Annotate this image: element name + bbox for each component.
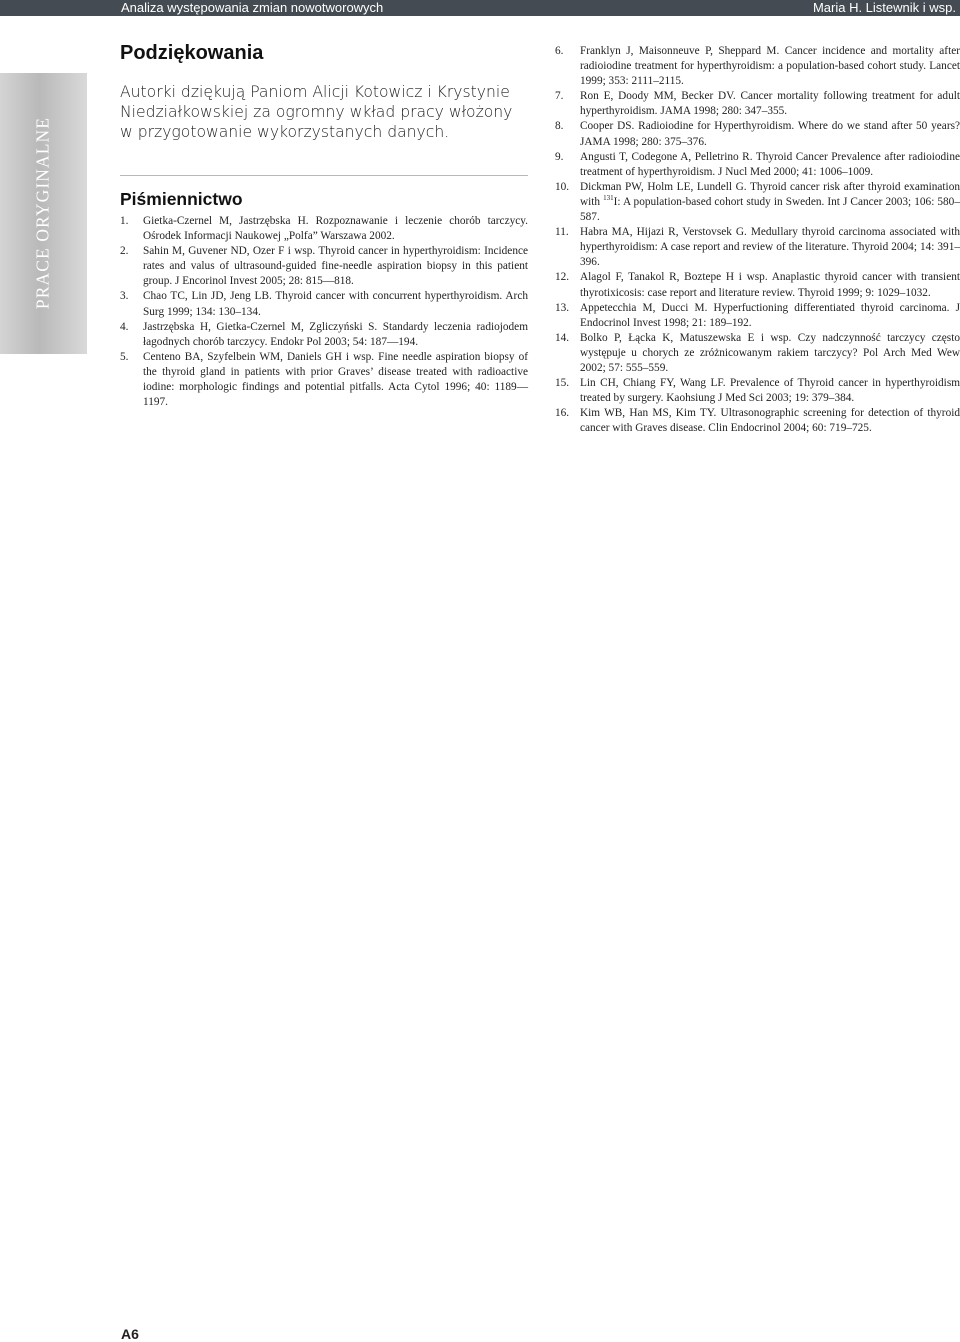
reference-text: Centeno BA, Szyfelbein WM, Daniels GH i wsp. Fine needle aspiration biopsy of the thyroid gland in patients with prior Graves’ disease treated with radioactive iodine: morphologic findings and potential pitfalls. Acta Cytol 1996; 40: 1189—1197. — [143, 350, 528, 409]
reference-text: Alagol F, Tanakol R, Boztepe H i wsp. Anaplastic thyroid cancer with transient thyrotixicosis: case report and literature review. Thyroid 1999; 9: 1029–1032. — [580, 271, 960, 299]
references-list-right — [555, 44, 960, 436]
page-number: A6 — [121, 1326, 139, 1342]
reference-number: 1. — [120, 215, 129, 227]
header-authors: Maria H. Listewnik i wsp. — [812, 0, 956, 15]
reference-number: 5. — [120, 350, 129, 363]
reference-text: Sahin M, Guvener ND, Ozer F i wsp. Thyroid cancer in hyperthyroidism: Incidence rates and valus of ultrasound-guided fine-needle aspiration biopsy in this patient group. J Encorinol Invest 2005; 28: 815—818. — [143, 245, 528, 288]
reference-text: Bolko P, Łącka K, Matuszewska E i wsp. Czy nadczynność tarczycy często występuje u chorych ze zróżnicowanym rakiem tarczycy? Pol Arch Med Wew 2002; 57: 555–559. — [580, 331, 960, 374]
reference-number: 7. — [555, 90, 564, 103]
reference-number: 12. — [555, 271, 570, 284]
reference-number: 10. — [555, 180, 570, 193]
reference-number: 16. — [555, 407, 570, 420]
sidebar-label: PRACE ORYGINALNE — [32, 116, 53, 310]
reference-number: 6. — [555, 45, 564, 57]
isotope-superscript: 131 — [603, 194, 614, 203]
reference-number: 11. — [555, 226, 569, 239]
reference-text: Gietka-Czernel M, Jastrzębska H. Rozpoznawanie i leczenie chorób tarczycy. Ośrodek Informacji Naukowej „Polfa” Warszawa 2002. — [143, 215, 528, 243]
reference-item — [120, 350, 528, 410]
reference-item — [120, 320, 528, 350]
left-column — [120, 40, 528, 410]
reference-item — [555, 270, 960, 300]
right-column — [555, 44, 960, 436]
reference-text: Cooper DS. Radioiodine for Hyperthyroidism. Where do we stand after 50 years? JAMA 1998; 280: 375–376. — [580, 120, 960, 148]
reference-item — [555, 44, 960, 89]
reference-item — [555, 376, 960, 406]
running-header — [0, 0, 960, 16]
reference-item — [555, 225, 960, 270]
reference-item — [555, 89, 960, 119]
reference-text-part: Dickman PW, Holm LE, Lundell G. Thyroid cancer risk after thyroid examination with — [580, 180, 960, 208]
reference-text: Jastrzębska H, Gietka-Czernel M, Zgliczyński S. Standardy leczenia radiojodem łagodnych chorób tarczycy. Endokr Pol 2003; 54: 187—194. — [143, 320, 528, 348]
acknowledgements-text: Autorki dziękują Paniom Alicji Kotowicz i Krystynie Niedziałkowskiej za ogromny wkład pracy włożony w przygotowanie wykorzystanych danych. — [120, 83, 513, 141]
reference-number: 3. — [120, 290, 129, 303]
section-sidebar — [0, 73, 87, 354]
reference-item — [555, 331, 960, 376]
reference-item — [555, 301, 960, 331]
reference-item — [555, 119, 960, 149]
reference-number: 9. — [555, 150, 564, 163]
reference-item — [120, 214, 528, 244]
reference-text: Franklyn J, Maisonneuve P, Sheppard M. Cancer incidence and mortality after radioiodine treatment for hyperthyroidism: a population-based cohort study. Lancet 1999; 353: 2111–2115. — [580, 45, 960, 88]
reference-number: 4. — [120, 320, 129, 333]
references-list-left — [120, 214, 528, 410]
reference-text-part: I: A population-based cohort study in Sweden. Int J Cancer 2003; 106: 580–587. — [580, 195, 960, 224]
section-divider — [120, 175, 528, 176]
reference-text: Ron E, Doody MM, Becker DV. Cancer mortality following treatment for adult hyperthyroidism. JAMA 1998; 280: 347–355. — [580, 90, 960, 118]
reference-item — [555, 150, 960, 180]
reference-item — [555, 180, 960, 225]
references-title: Piśmiennictwo — [120, 189, 243, 209]
reference-text: Kim WB, Han MS, Kim TY. Ultrasonographic screening for detection of thyroid cancer with Graves disease. Clin Endocrinol 2004; 60: 719–725. — [580, 407, 960, 435]
reference-number: 15. — [555, 377, 570, 390]
reference-item — [120, 244, 528, 289]
header-title: Analiza występowania zmian nowotworowych — [121, 0, 384, 15]
reference-item — [555, 406, 960, 436]
reference-text: Habra MA, Hijazi R, Verstovsek G. Medullary thyroid carcinoma associated with hyperthyroidism: A case report and review of the literature. Thyroid 2004; 14: 391–396. — [580, 226, 960, 269]
reference-text: Appetecchia M, Ducci M. Hyperfuctioning differentiated thyroid carcinoma. J Endocrinol Invest 1998; 21: 189–192. — [580, 301, 960, 329]
reference-number: 2. — [120, 245, 129, 258]
reference-number: 14. — [555, 331, 570, 344]
acknowledgements-title: Podziękowania — [120, 42, 264, 64]
reference-text: Lin CH, Chiang FY, Wang LF. Prevalence of Thyroid cancer in hyperthyroidism treated by surgery. Kaohsiung J Med Sci 2003; 19: 379–384. — [580, 377, 960, 405]
reference-text: Chao TC, Lin JD, Jeng LB. Thyroid cancer with concurrent hyperthyroidism. Arch Surg 1999; 134: 130–134. — [143, 290, 528, 318]
reference-text: Angusti T, Codegone A, Pelletrino R. Thyroid Cancer Prevalence after radioiodine treatment of hyperthyroidism. J Nucl Med 2000; 41: 1006–1009. — [580, 150, 960, 178]
reference-number: 8. — [555, 120, 564, 133]
reference-number: 13. — [555, 301, 570, 314]
reference-item — [120, 289, 528, 319]
